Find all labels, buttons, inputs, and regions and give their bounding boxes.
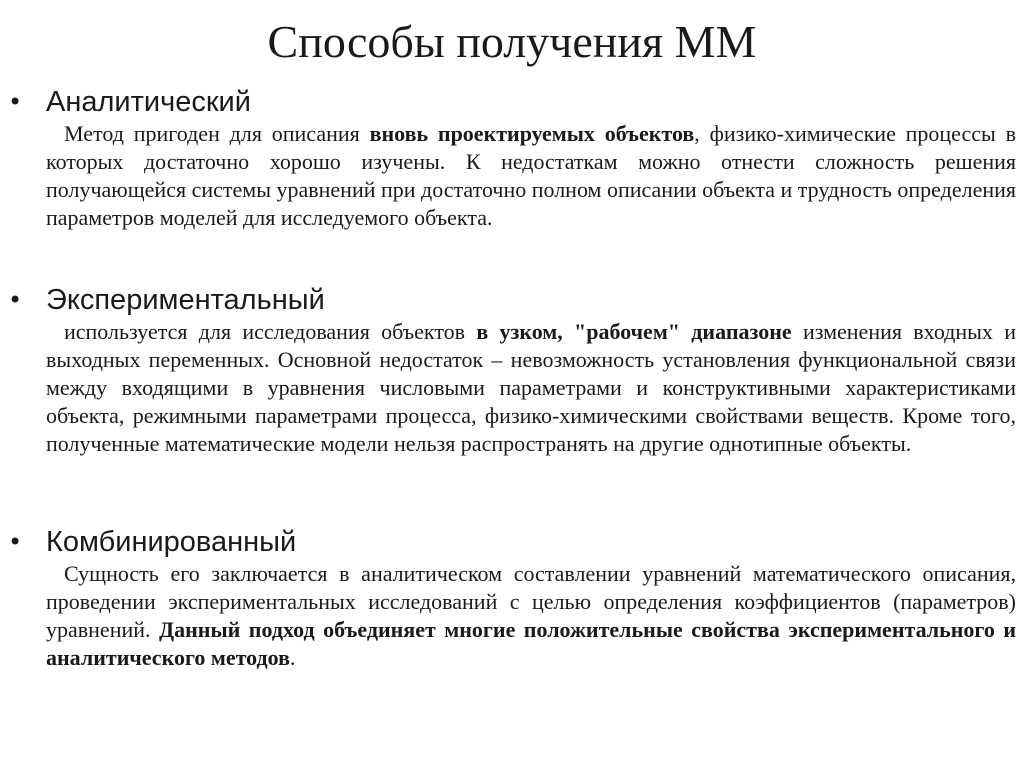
section-paragraph <box>46 318 1016 458</box>
paragraph-text: Метод пригоден для описания <box>64 121 370 146</box>
section-heading <box>8 282 1024 318</box>
bullet-icon: • <box>8 528 23 556</box>
section-heading <box>8 84 1024 120</box>
paragraph-text: изменения входных и выходных переменных. Основной недостаток – невозможность установления функциональной связи между входящими в уравнения числовыми параметрами и конструктивными характеристиками объекта, режимными параметрами процесса, физико-химическими свойствами веществ. Кроме того, полученные математические модели нельзя распространять на другие однотипные объекты. <box>46 319 1016 456</box>
heading-label: Экспериментальный <box>46 284 325 316</box>
heading-label: Аналитический <box>46 86 251 118</box>
section-experimental <box>0 282 1024 458</box>
section-heading <box>8 524 1024 560</box>
section-combined <box>0 524 1024 672</box>
section-paragraph <box>46 120 1016 232</box>
paragraph-bold-text: Данный подход объединяет многие положительные свойства экспериментального и аналитического методов <box>46 617 1017 670</box>
bullet-icon: • <box>8 88 23 116</box>
bullet-icon: • <box>8 286 23 314</box>
heading-label: Комбинированный <box>46 526 297 558</box>
paragraph-text: используется для исследования объектов <box>64 319 477 344</box>
paragraph-text: , физико-химические процессы в которых достаточно хорошо изучены. К недостаткам можно отнести сложность решения получающейся системы уравнений при достаточно полном описании объекта и трудность определения параметров моделей для исследуемого объекта. <box>46 121 1016 230</box>
section-analytical <box>0 84 1024 232</box>
paragraph-bold-text: в узком, "рабочем" диапазоне <box>476 319 792 344</box>
paragraph-text: . <box>290 645 296 670</box>
paragraph-bold-text: вновь проектируемых объектов <box>369 121 695 146</box>
section-paragraph <box>46 560 1016 672</box>
slide-title: Способы получения ММ <box>267 16 757 67</box>
paragraph-text: Сущность его заключается в аналитическом составлении уравнений математического описания, проведении экспериментальных исследований с целью определения коэффициентов (параметров) уравнений. <box>46 561 1016 642</box>
